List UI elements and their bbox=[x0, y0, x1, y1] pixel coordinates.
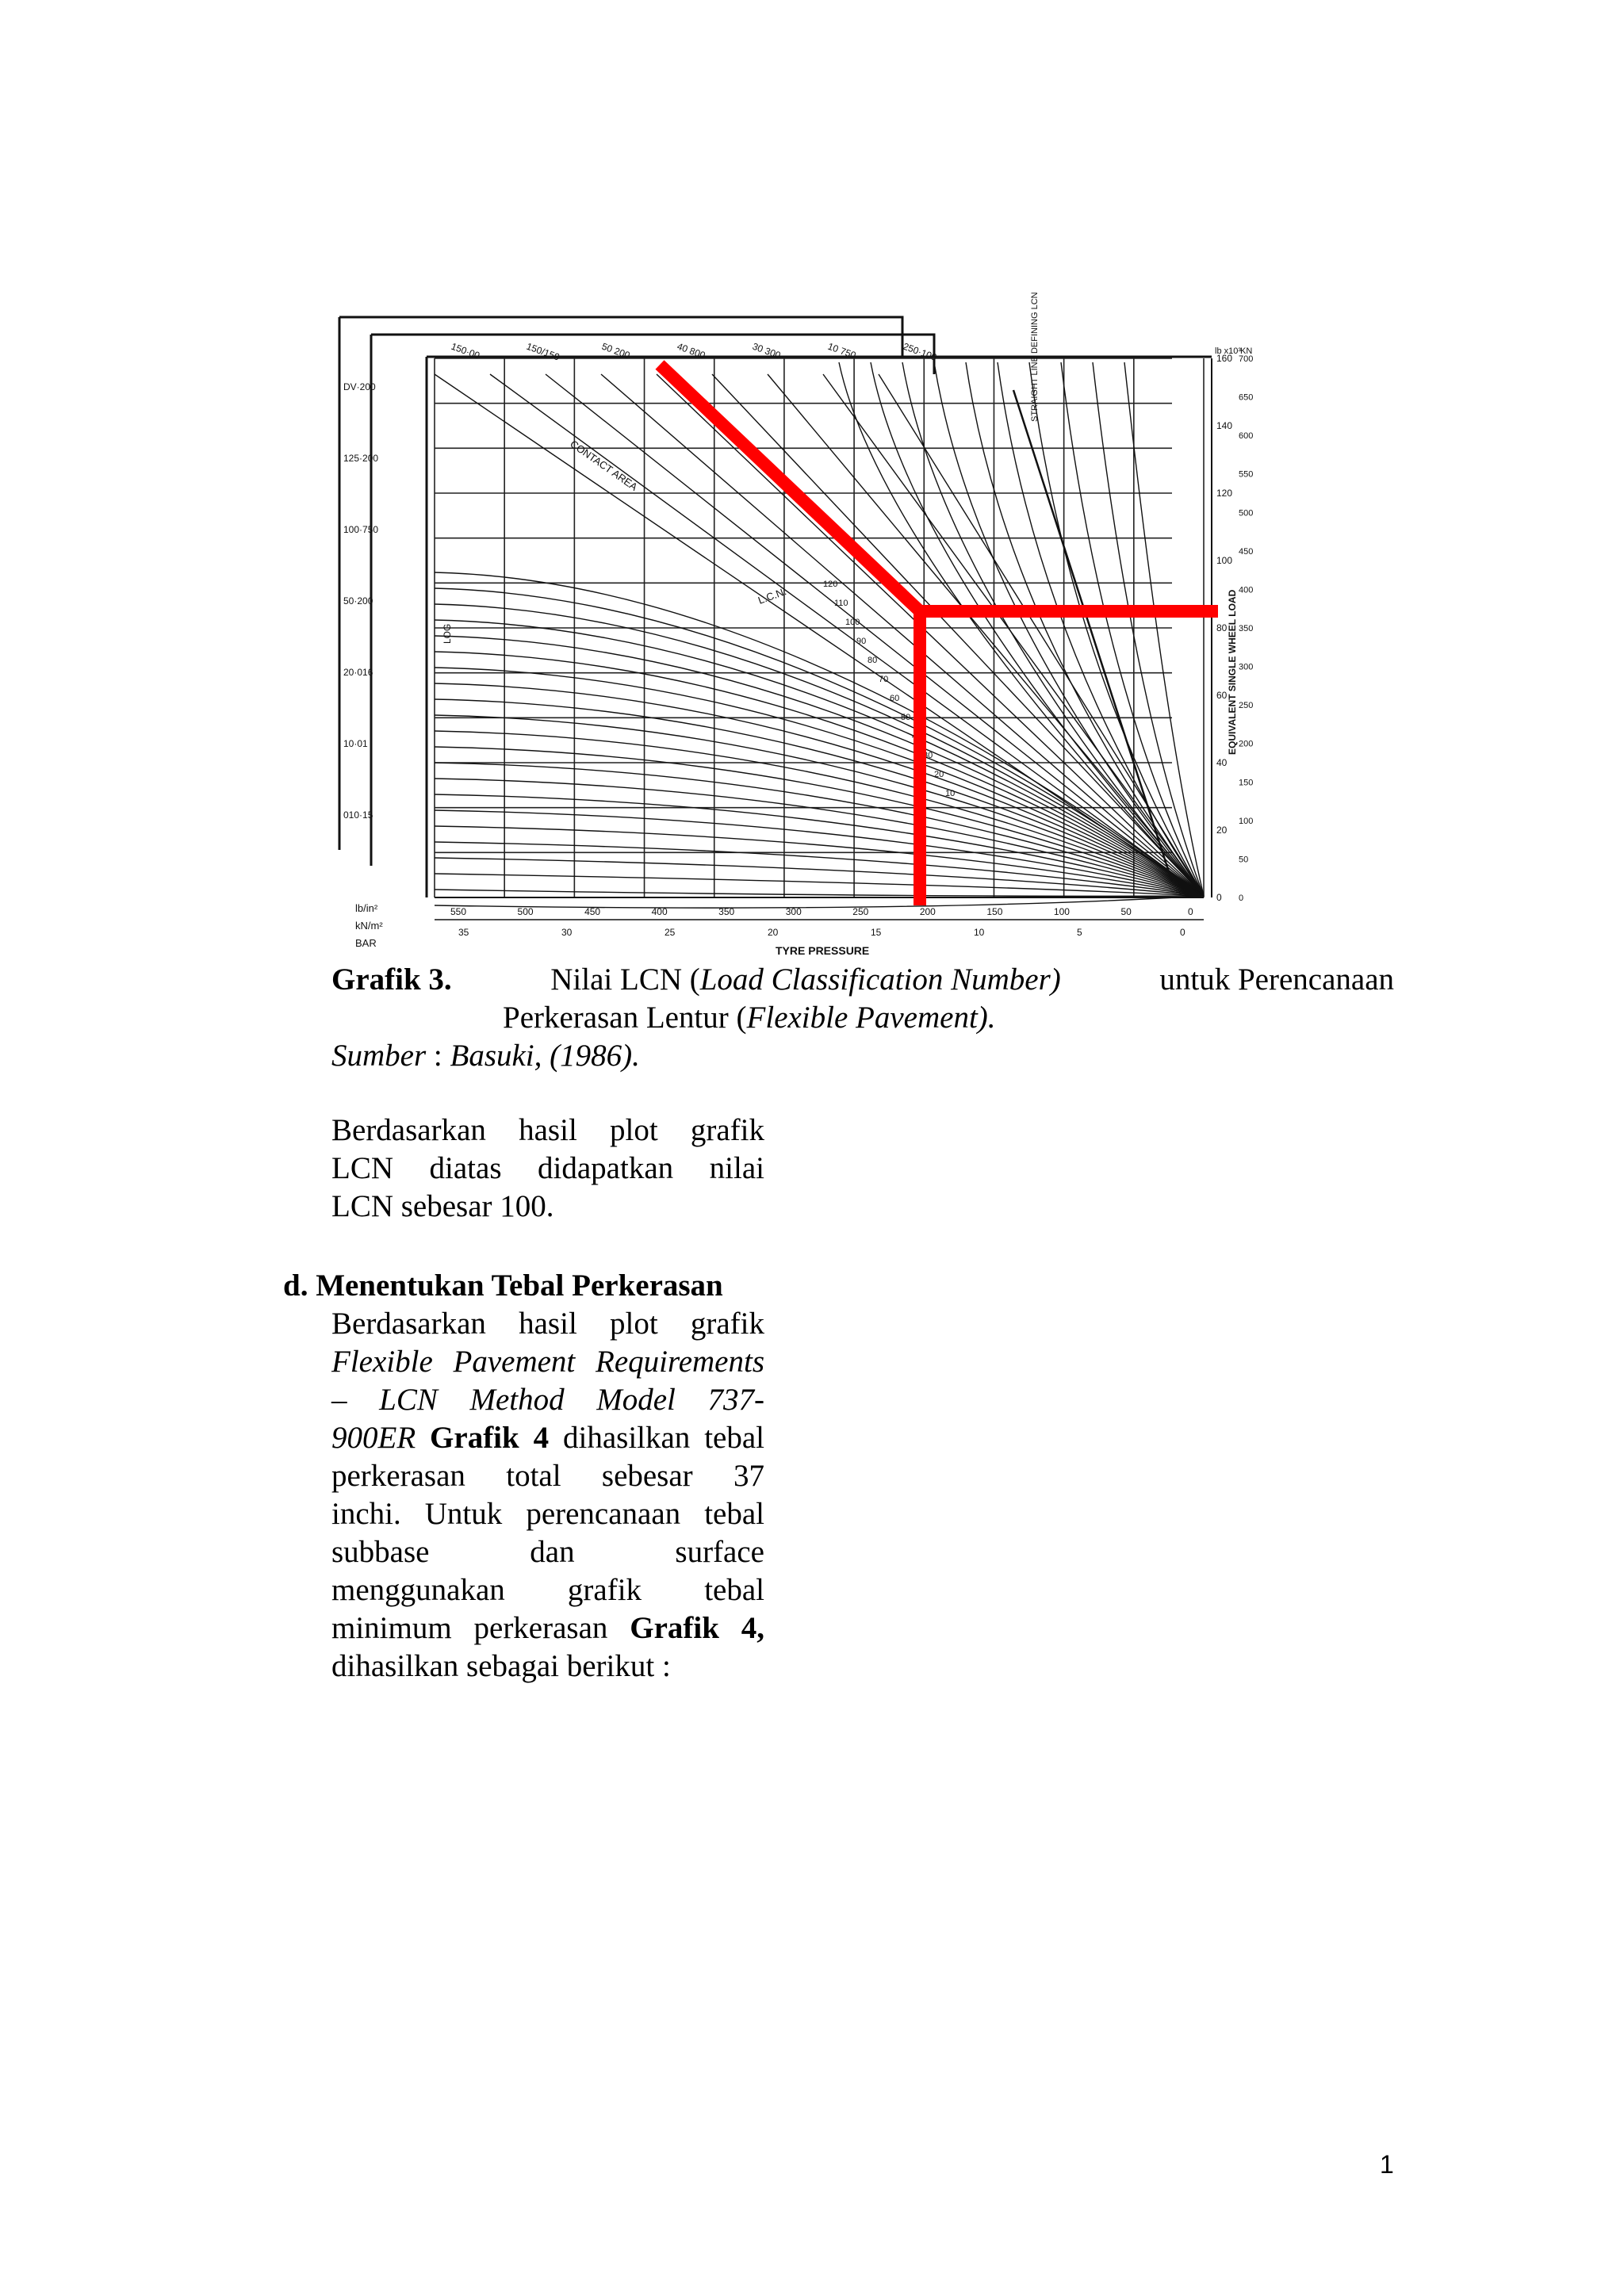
lcn-value-label: 110 bbox=[834, 599, 848, 608]
caption-source-sep: : bbox=[426, 1039, 450, 1073]
contact-area-line bbox=[712, 374, 1204, 896]
right-axis-unit: lb x10³ bbox=[1215, 346, 1242, 356]
lcn-value-label: 100 bbox=[845, 618, 860, 627]
plot-line-diagonal bbox=[660, 365, 920, 611]
tick-label-bar: 20 bbox=[768, 927, 779, 938]
tick-label-lb: 60 bbox=[1216, 690, 1228, 701]
contact-area-line bbox=[768, 374, 1204, 896]
top-curve-label: 50 200 bbox=[599, 340, 632, 362]
tick-label-kn-right: 400 bbox=[1239, 585, 1254, 595]
tick-label-kn: 150 bbox=[986, 906, 1003, 917]
tick-label-kn: 500 bbox=[517, 906, 534, 917]
d-line-4-italic: 900ER bbox=[331, 1421, 416, 1455]
d-line-9-bold: Grafik 4, bbox=[630, 1611, 764, 1645]
lcn-value-label: 20 bbox=[934, 770, 944, 779]
lcn-value-label: 70 bbox=[879, 675, 889, 684]
tick-label-kn-right: 550 bbox=[1239, 469, 1254, 480]
d-line-7-word: subbase bbox=[331, 1535, 430, 1569]
left-curve-label: 100·750 bbox=[343, 524, 379, 535]
lcn-curve bbox=[435, 858, 1204, 896]
d-line-4-rest: dihasilkan tebal bbox=[549, 1421, 764, 1455]
unit-label: BAR bbox=[355, 937, 377, 949]
section-d-heading: d. Menentukan Tebal Perkerasan bbox=[283, 1269, 723, 1303]
tick-label-kn: 50 bbox=[1120, 906, 1132, 917]
caption-source-label: Sumber bbox=[331, 1039, 427, 1073]
tick-label-bar: 15 bbox=[871, 927, 882, 938]
tick-label-kn: 400 bbox=[651, 906, 668, 917]
contact-area-line bbox=[657, 374, 1204, 896]
tick-label-kn: 350 bbox=[718, 906, 735, 917]
tick-label-kn: 550 bbox=[450, 906, 467, 917]
d-line-9 bbox=[331, 1609, 764, 1647]
d-line-5: perkerasan total sebesar 37 bbox=[331, 1459, 764, 1493]
caption-source-value: Basuki, (1986). bbox=[450, 1039, 640, 1073]
d-line-8: menggunakan grafik tebal bbox=[331, 1573, 764, 1607]
unit-label: kN/m² bbox=[355, 920, 383, 932]
d-line-6: inchi. Untuk perencanaan tebal bbox=[331, 1497, 764, 1531]
caption-text-1: Nilai LCN ( bbox=[550, 962, 700, 997]
tick-label-kn: 250 bbox=[852, 906, 869, 917]
top-curve-label: 30 300 bbox=[750, 340, 783, 362]
d-line-7 bbox=[331, 1533, 764, 1571]
log-label: LOG bbox=[442, 623, 453, 644]
d-line-4-bold: Grafik 4 bbox=[416, 1421, 550, 1455]
d-line-1: Berdasarkan hasil plot grafik bbox=[331, 1307, 764, 1341]
right-axis-unit: KN bbox=[1240, 346, 1253, 356]
tick-label-bar: 35 bbox=[458, 927, 469, 938]
d-line-7-flex bbox=[331, 1533, 764, 1571]
tick-label-lb: 100 bbox=[1216, 555, 1233, 566]
wheel-load-curve bbox=[998, 362, 1204, 896]
caption-label: Grafik 3. bbox=[331, 962, 452, 997]
tick-label-kn-right: 200 bbox=[1239, 739, 1254, 749]
tick-label-kn-right: 300 bbox=[1239, 662, 1254, 672]
tick-label-bar: 5 bbox=[1077, 927, 1082, 938]
tick-label-kn: 450 bbox=[584, 906, 601, 917]
tick-label-lb: 120 bbox=[1216, 488, 1233, 499]
tick-label-lb: 40 bbox=[1216, 757, 1228, 768]
lcn-curve bbox=[435, 668, 1204, 896]
wheel-load-curve bbox=[1029, 362, 1204, 896]
unit-label: lb/in² bbox=[355, 902, 378, 914]
top-curve-label: 40 800 bbox=[675, 340, 707, 362]
d-line-7-word: surface bbox=[675, 1535, 764, 1569]
tick-label-kn-right: 600 bbox=[1239, 431, 1254, 442]
d-line-9-plain: minimum perkerasan bbox=[331, 1611, 630, 1645]
right-axis-title: EQUIVALENT SINGLE WHEEL LOAD bbox=[1227, 589, 1238, 755]
tick-label-bar: 10 bbox=[974, 927, 985, 938]
lcn-curve bbox=[435, 715, 1204, 896]
lcn-value-label: 30 bbox=[923, 751, 933, 760]
tick-label-kn-right: 500 bbox=[1239, 508, 1254, 519]
d-line-3: – LCN Method Model 737- bbox=[331, 1383, 764, 1417]
lcn-value-label: 120 bbox=[823, 580, 838, 589]
middle-card-outline bbox=[371, 335, 934, 866]
bottom-axis-title: TYRE PRESSURE bbox=[776, 944, 870, 957]
result-line-1: Berdasarkan hasil plot grafik bbox=[331, 1113, 764, 1147]
tick-label-kn-right: 250 bbox=[1239, 701, 1254, 711]
lcn-result-paragraph bbox=[331, 1112, 764, 1226]
tick-label-kn: 100 bbox=[1053, 906, 1070, 917]
section-d-paragraph bbox=[331, 1305, 764, 1686]
lcn-value-label: 80 bbox=[868, 656, 878, 665]
caption-line2: Perkerasan Lentur ( bbox=[503, 1001, 747, 1035]
top-curve-label: 150/150 bbox=[524, 340, 561, 363]
lcn-value-label: 60 bbox=[890, 694, 900, 703]
top-curve-label: 10 750 bbox=[825, 340, 858, 362]
top-curve-label: 150·00 bbox=[449, 340, 481, 362]
figure-caption bbox=[331, 961, 1394, 1075]
tick-label-bar: 30 bbox=[561, 927, 573, 938]
tick-label-lb: 0 bbox=[1216, 892, 1222, 903]
contact-area-label: CONTACT AREA bbox=[568, 438, 640, 493]
left-curve-label: 010·15 bbox=[343, 809, 373, 821]
tick-label-kn: 300 bbox=[785, 906, 802, 917]
tick-label-kn-right: 100 bbox=[1239, 816, 1254, 826]
tick-label-kn-right: 150 bbox=[1239, 778, 1254, 788]
d-line-4 bbox=[331, 1419, 764, 1457]
tick-label-lb: 160 bbox=[1216, 353, 1233, 364]
d-line-2: Flexible Pavement Requirements bbox=[331, 1345, 764, 1379]
tick-label-lb: 140 bbox=[1216, 420, 1233, 431]
lcn-chart-figure bbox=[331, 292, 1254, 961]
left-curve-label: 50·200 bbox=[343, 595, 373, 607]
tick-label-bar: 0 bbox=[1180, 927, 1185, 938]
tick-label-kn-right: 650 bbox=[1239, 392, 1254, 403]
result-line-2: LCN diatas didapatkan nilai bbox=[331, 1151, 764, 1185]
lcn-value-label: 40 bbox=[912, 732, 922, 741]
tick-label-kn-right: 50 bbox=[1239, 855, 1249, 865]
lcn-value-label: 90 bbox=[856, 637, 867, 646]
page-number: 1 bbox=[1380, 2150, 1394, 2179]
tick-label-kn: 200 bbox=[919, 906, 936, 917]
lcn-value-label: 50 bbox=[901, 713, 911, 722]
lcn-value-label: 10 bbox=[945, 789, 956, 798]
d-line-7-word: dan bbox=[530, 1535, 575, 1569]
tick-label-lb: 20 bbox=[1216, 825, 1228, 836]
left-curve-label: DV·200 bbox=[343, 381, 376, 392]
tick-label-kn-right: 450 bbox=[1239, 546, 1254, 557]
tick-label-kn-right: 350 bbox=[1239, 624, 1254, 633]
left-curve-label: 20·016 bbox=[343, 667, 373, 678]
result-line-3: LCN sebesar 100. bbox=[331, 1189, 554, 1223]
caption-text-2: untuk Perencanaan bbox=[1159, 962, 1394, 997]
front-card-outline bbox=[427, 357, 1212, 897]
lcn-label: L.C.N. bbox=[756, 585, 788, 607]
lcn-curve bbox=[435, 874, 1204, 896]
tick-label-lb: 80 bbox=[1216, 622, 1228, 633]
tick-label-kn-right: 700 bbox=[1239, 354, 1254, 364]
straight-line-label: STRAIGHT LINE DEFINING LCN bbox=[1030, 292, 1040, 422]
left-curve-label: 125·200 bbox=[343, 453, 379, 464]
d-line-10: dihasilkan sebagai berikut : bbox=[331, 1649, 671, 1683]
caption-italic-1: Load Classification Number) bbox=[699, 962, 1061, 997]
caption-line2-italic: Flexible Pavement). bbox=[746, 1001, 996, 1035]
top-curve-label: 250·100 bbox=[901, 340, 939, 363]
contact-area-line bbox=[601, 374, 1204, 896]
left-curve-label: 10·01 bbox=[343, 738, 368, 749]
wheel-load-curve bbox=[934, 362, 1204, 896]
tick-label-kn-right: 0 bbox=[1239, 894, 1244, 903]
tick-label-kn: 0 bbox=[1188, 906, 1193, 917]
tick-label-bar: 25 bbox=[665, 927, 676, 938]
wheel-load-curve bbox=[902, 362, 1204, 896]
